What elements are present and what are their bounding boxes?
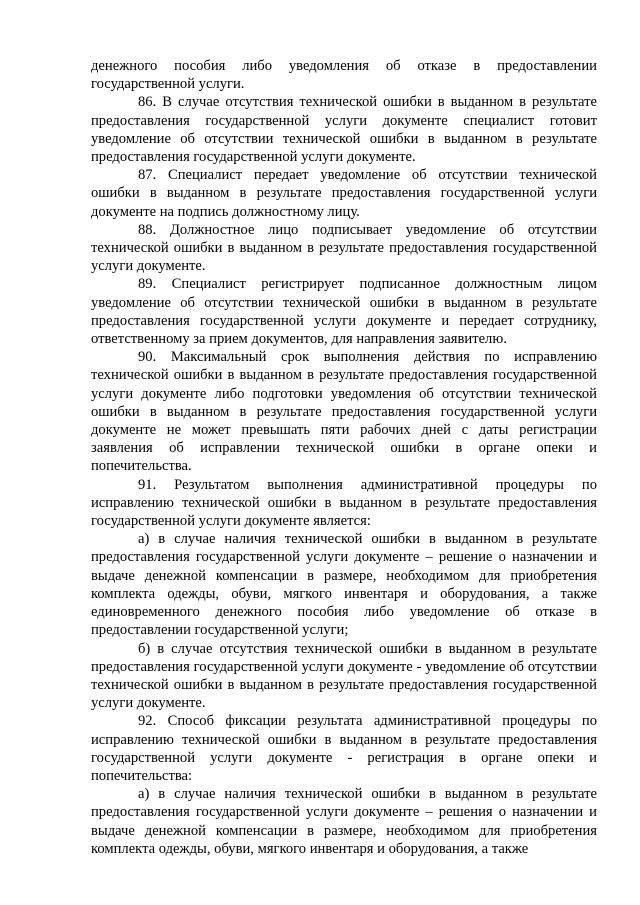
paragraph-87: 87. Специалист передает уведомление об отсутствии технической ошибки в выданном в результате предоставления государственной услуги документе на подпись должностному лицу. (91, 167, 597, 220)
body-text (91, 57, 597, 858)
paragraph-91: 91. Результатом выполнения административной процедуры по исправлению технической ошибки в выданном в результате предоставления государственной услуги документе является: (91, 476, 597, 530)
paragraph-89: 89. Специалист регистрирует подписанное должностным лицом уведомление об отсутствии технической ошибки в выданном в результате предоставления государственной услуги документе и передает сотруднику, ответственному за прием документов, для направления заявителю. (91, 276, 597, 348)
paragraph-88: 88. Должностное лицо подписывает уведомление об отсутствии технической ошибки в выданном в результате предоставления государственной услуги документе. (91, 221, 597, 275)
paragraph-92: 92. Способ фиксации результата административной процедуры по исправлению технической ошибки в выданном в результате предоставления государственной услуги документе - регистрация в органе опеки и попечительства: (91, 713, 597, 784)
paragraph-continuation: денежного пособия либо уведомления об отказе в предоставлении государственной услуги. (91, 58, 597, 93)
paragraph-91-b: б) в случае отсутствия технической ошибки в выданном в результате предоставления государственной услуги документе - уведомление об отсутствии технической ошибки в выданном в результате предоставления государственной услуги документе. (91, 640, 597, 712)
paragraph-91-a: а) в случае наличия технической ошибки в выданном в результате предоставления государственной услуги документе – решение о назначении и выдаче денежной компенсации в размере, необходимом для приобретения комплекта одежды, обуви, мягкого инвентаря и оборудования, а также единовременного денежного пособия либо уведомление об отказе в предоставлении государственной услуги; (91, 531, 597, 639)
paragraph-86: 86. В случае отсутствия технической ошибки в выданном в результате предоставления государственной услуги документе специалист готовит уведомление об отсутствии технической ошибки в выданном в результате предоставления государственной услуги документе. (91, 94, 597, 166)
paragraph-92-a: а) в случае наличия технической ошибки в выданном в результате предоставления государственной услуги документе – решения о назначении и выдаче денежной компенсации в размере, необходимом для приобретения комплекта одежды, обуви, мягкого инвентаря и оборудования, а также (91, 786, 597, 857)
paragraph-90: 90. Максимальный срок выполнения действия по исправлению технической ошибки в выданном в результате предоставления государственной услуги документе либо подготовки уведомления об отсутствии технической ошибки в выданном в результате предоставления государственной услуги документе не может превышать пяти рабочих дней с даты регистрации заявления об исправлении технической ошибки в органе опеки и попечительства. (91, 349, 597, 475)
